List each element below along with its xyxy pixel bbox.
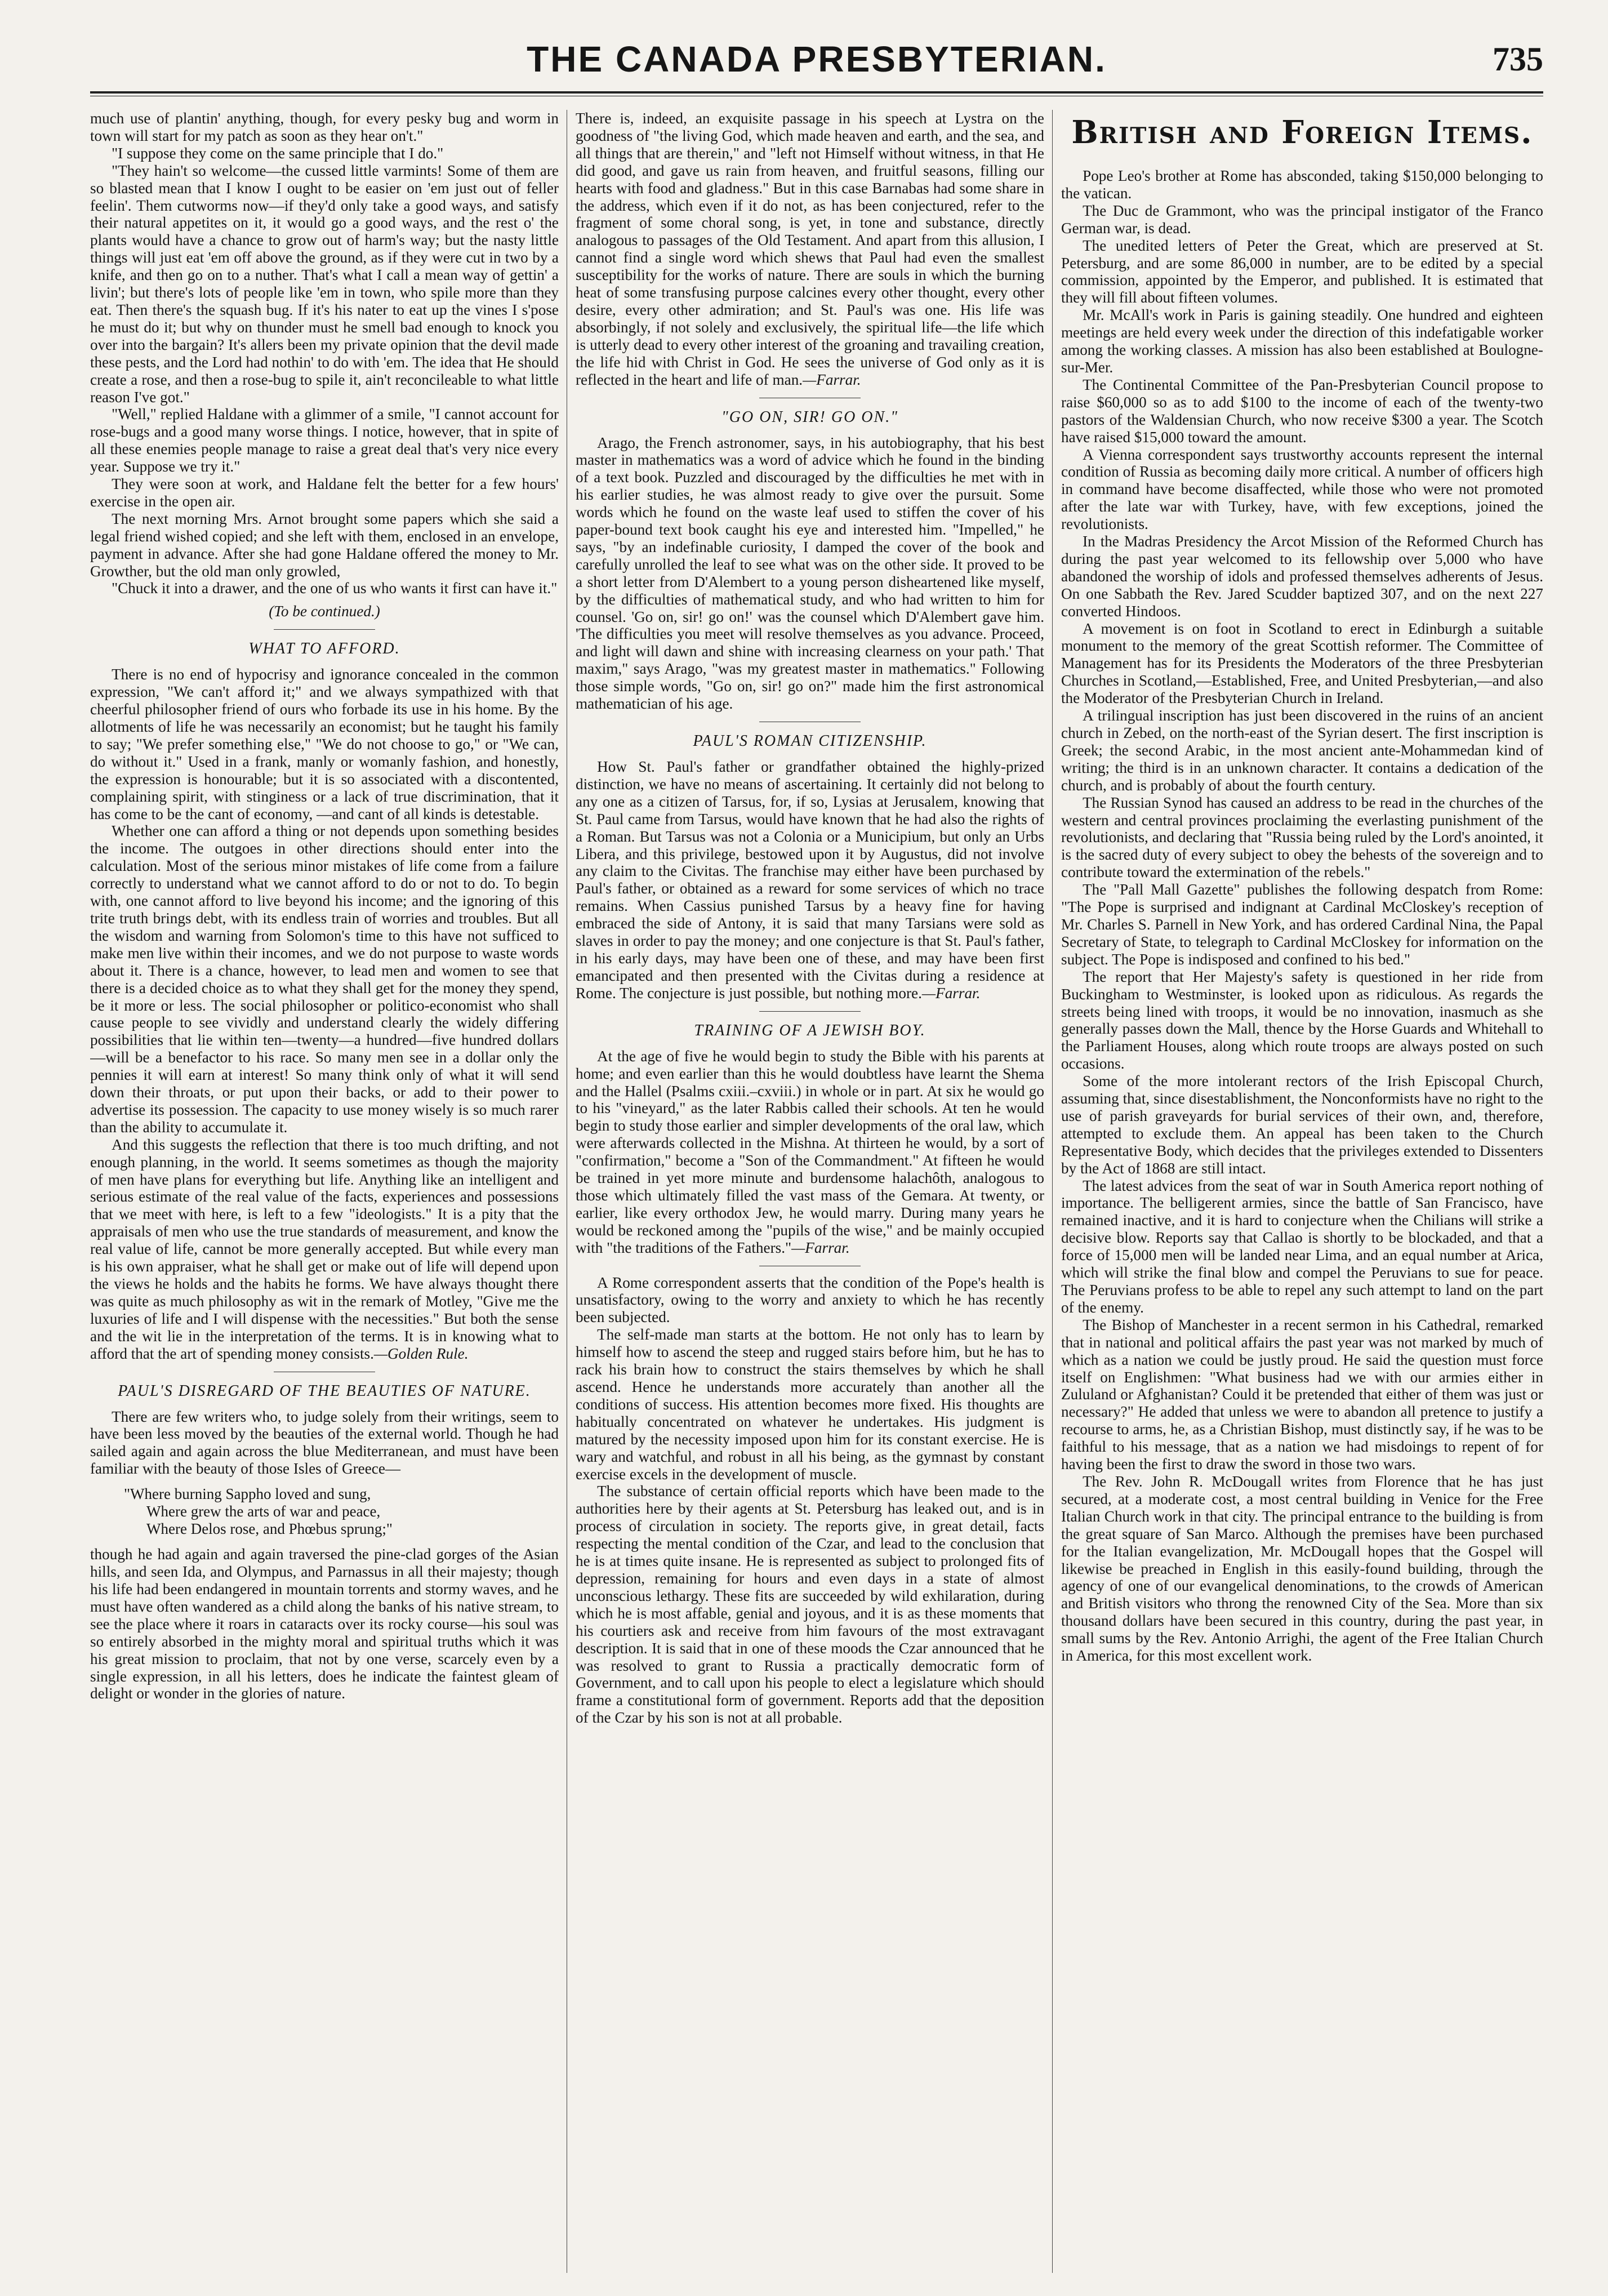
poem-line: "Where burning Sappho loved and sung,	[124, 1485, 371, 1503]
news-item: Some of the more intolerant rectors of the Irish Episcopal Church, assuming that, since disestablishment, the Nonconformists have no right to the use of parish graveyards for burial services of their own, and, therefore, attempted to exclude them. An appeal has been taken to the Church Representative Body, which decides that the privileges extended to Dissenters by the Act of 1868 are still intact.	[1061, 1073, 1543, 1177]
story-paragraph: The next morning Mrs. Arnot brought some papers which she said a legal friend wished copied; and she left with them, enclosed in an envelope, payment in advance. After she had gone Haldane offered the money to Mr. Growther, but the old man only growled,	[90, 510, 559, 580]
news-item: A Rome correspondent asserts that the condition of the Pope's health is unsatisfactory, owing to the worry and anxiety to which he has recently been subjected.	[576, 1274, 1044, 1326]
article-paragraph: There is no end of hypocrisy and ignorance concealed in the common expression, "We can't afford it;" and we always sympathized with that cheerful philosopher friend of ours who forbade its use in his home. By the allotments of life he was necessarily an economist; but he taught his family to say; "We prefer something else," "We do not choose to go," or "We can, do without it." Used in a frank, manly or womanly fashion, and honestly, the expression is honourable; but it is so associated with a discontented, complaining spirit, with stinginess or a lack of true discrimination, that it has come to be the cant of economy, —and cant of all kinds is detestable.	[90, 666, 559, 822]
article-heading-jewish-boy: TRAINING OF A JEWISH BOY.	[694, 1021, 926, 1039]
column-divider-2	[1052, 110, 1053, 2273]
publication-title: THE CANADA PRESBYTERIAN.	[527, 39, 1107, 79]
news-item: A movement is on foot in Scotland to erect in Edinburgh a suitable monument to the memory of the great Scottish reformer. The Committee of Management has for its Presidents the Moderators of the three Presbyterian Churches in Scotland,—Established, Free, and United Presbyterian,—and also the Moderator of the Presbyterian Church in Ireland.	[1061, 620, 1543, 707]
news-item: The self-made man starts at the bottom. He not only has to learn by himself how to ascend the steep and rugged stairs before him, but he has to rack his brain how to construct the stairs themselves by which he shall ascend. Hence he understands more accurately than another all the conditions of success. His attention becomes more fixed. His thoughts are habitually concentrated on whatever he undertakes. His judgment is matured by the necessity imposed upon him for its constant exercise. He is wary and watchful, and robust in all his being, as the gymnast by constant exercise excels in the development of muscle.	[576, 1326, 1044, 1483]
article-paragraph: There are few writers who, to judge solely from their writings, seem to have been less moved by the beauties of the external world. Though he had sailed again and again across the blue Mediterranean, and must have been familiar with the beauty of those Isles of Greece—	[90, 1408, 559, 1478]
article-text: At the age of five he would begin to study the Bible with his parents at home; and even earlier than this he would doubtless have learnt the Shema and the Hallel (Psalms cxiii.–cxviii.) in whole or in part. At six he would go to his "vineyard," as the later Rabbis called their schools. At ten he would begin to study those earlier and simpler developments of the oral law, which were afterwards collected in the Mishna. At thirteen he would, by a sort of "confirmation," become a "Son of the Commandment." At fifteen he would be trained in yet more minute and burdensome halachôth, analogous to those which ultimately filled the vast mass of the Gemara. At twenty, or earlier, like every orthodox Jew, he would marry. During many years he would be reckoned among the "pupils of the wise," and be mainly occupied with "the traditions of the Fathers."	[576, 1047, 1044, 1256]
news-item: The Continental Committee of the Pan-Presbyterian Council propose to raise $60,000 so as to add $100 to the income of each of the twenty-two pastors of the Waldensian Church, who now receive $300 a year. The Scotch have raised $15,000 toward the amount.	[1061, 376, 1543, 446]
page-number: 735	[1493, 41, 1543, 78]
story-paragraph: "They hain't so welcome—the cussed little varmints! Some of them are so blasted mean that I know I ought to be easier on 'em just out of feller feelin'. Them cutworms now—if they'd only take a good ways, and satisfy their natural appetites on it, it would go a good ways, and the rest o' the plants would have a chance to grow out of harm's way; but the nasty little things will just eat 'em off above the ground, as if they were cut in two by a knife, and then go on to a nuther. That's what I call a mean way of gettin' a livin'; but there's lots of people like 'em in town, who spile more than they eat. Then there's the squash bug. If it's his nater to eat up the vines I s'pose he must do it; but why on thunder must he smell bad enough to knock you over into the bargain? It's allers been my private opinion that the devil made these pests, and the Lord had nothin' to do with 'em. The idea that He should create a rose, and then a rose-bug to spile it, ain't reconcileable to what little reason I've got."	[90, 162, 559, 406]
news-item: Pope Leo's brother at Rome has absconded, taking $150,000 belonging to the vatican.	[1061, 167, 1543, 202]
column-2	[576, 110, 1044, 2273]
section-rule	[759, 1011, 861, 1012]
news-item: Mr. McAll's work in Paris is gaining steadily. One hundred and eighteen meetings are held every week under the direction of this indefatigable worker among the working classes. A mission has also been established at Boulogne-sur-Mer.	[1061, 306, 1543, 376]
news-item: The report that Her Majesty's safety is questioned in her ride from Buckingham to Westminster, is looked upon as ridiculous. As regards the streets being lined with troops, it would be no innovation, inasmuch as she generally passes down the Mall, thence by the Horse Guards and Whitehall to the Parliament Houses, along which route troops are always posted on such occasions.	[1061, 968, 1543, 1073]
story-paragraph: much use of plantin' anything, though, for every pesky bug and worm in town will start for my patch as soon as they hear on't."	[90, 110, 559, 144]
article-text: How St. Paul's father or grandfather obtained the highly-prized distinction, we have no means of ascertaining. It certainly did not belong to any one as a citizen of Tarsus, for, if so, Lysias at Jerusalem, knowing that St. Paul came from Tarsus, would have known that he had also the rights of a Roman. But Tarsus was not a Colonia or a Municipium, but only an Urbs Libera, and this privilege, bestowed upon it by Augustus, did not involve any claim to the Civitas. The franchise may either have been purchased by Paul's father, or obtained as a reward for some services of which no trace remains. When Cassius punished Tarsus by a heavy fine for having embraced the side of Antony, it is said that many Tarsians were sold as slaves in order to pay the money; and one conjecture is that St. Paul's father, in his early days, may have been one of these, and may have been first emancipated and then presented with the Civitas during a residence at Rome. The conjecture is just possible, but nothing more.	[576, 758, 1044, 1002]
story-paragraph: "Well," replied Haldane with a glimmer of a smile, "I cannot account for rose-bugs and a good many worse things. I notice, however, that in spite of all these enemies people manage to raise a great deal that's very nice every year. Suppose we try it."	[90, 406, 559, 475]
news-item: A Vienna correspondent says trustworthy accounts represent the internal condition of Russia as becoming daily more critical. A number of officers high in command have become disaffected, while those who were not promoted after the late war with Turkey, have, with few exceptions, joined the revolutionists.	[1061, 446, 1543, 533]
masthead	[90, 34, 1543, 84]
article-text: There is, indeed, an exquisite passage in his speech at Lystra on the goodness of "the living God, which made heaven and earth, and the sea, and all things that are therein," and "left not Himself without witness, in that He did good, and gave us rain from heaven, and fruitful seasons, filling our hearts with food and gladness." But in this case Barnabas had some share in the address, which even if it do not, as has been conjectured, refer to the fragment of some choral song, is yet, in tone and substance, directly analogous to passages of the Old Testament. And apart from this allusion, I cannot find a single word which shews that Paul had even the smallest susceptibility for the works of nature. There are souls in which the burning heat of some transfusing purpose calcines every other thought, every other desire, every other admiration; and St. Paul's was one. His life was absorbingly, if not solely and exclusively, the spiritual life—the life which is utterly dead to every other interest of the groaning and travailing creation, the life hid with Christ in God. He sees the universe of God only as it is reflected in the heart and life of man.	[576, 110, 1044, 388]
news-item: The substance of certain official reports which have been made to the authorities here by their agents at St. Petersburg has leaked out, and is in process of circulation in society. The reports give, in great detail, facts respecting the mental condition of the Czar, and lead to the conclusion that he is at times quite insane. He is represented as subject to prolonged fits of depression, remaining for hours and even days in a state of almost unconscious lethargy. These fits are succeeded by wild exhilaration, during which he is most affable, genial and joyous, and it is as these moments that his courtiers ask and receive from him favours of the most extravagant description. It is said that in one of these moods the Czar announced that he was resolved to grant to Russia a practically democratic form of Government, and to call upon his people to elect a legislature which should frame a constitutional form of government. Reports add that the deposition of the Czar by his son is not at all probable.	[576, 1483, 1044, 1727]
news-item: The Bishop of Manchester in a recent sermon in his Cathedral, remarked that in national and political affairs the past year was not marked by much of which as a nation we could be justly proud. He said the question must force itself on Englishmen: "What business had we with our armies either in Zululand or Afghanistan? Could it be pretended that either of them was just or necessary?" He added that unless we were to abandon all pretence to justify a recourse to arms, he, as a Christian Bishop, must distinctly say, if he was to be faithful to his message, that as a nation we had misdoings to repent of for having been the first to draw the sword in those two wars.	[1061, 1316, 1543, 1473]
news-item: The Russian Synod has caused an address to be read in the churches of the western and central provinces proclaiming the everlasting punishment of the revolutionists, and declaring that "Russia being ruled by the Lord's anointed, it is the sacred duty of every subject to obey the behests of the sovereign and to contribute toward the extermination of the rebels."	[1061, 794, 1543, 881]
poem-quote	[124, 1485, 559, 1538]
news-item: The unedited letters of Peter the Great, which are preserved at St. Petersburg, and are some 86,000 in number, are to be edited by a special commission, appointed by the Emperor, and published. It is estimated that they will fill about fifteen volumes.	[1061, 237, 1543, 306]
masthead-rule	[90, 91, 1543, 96]
news-item: The Rev. John R. McDougall writes from Florence that he has just secured, at a moderate cost, a most central building in Venice for the Free Italian Church work in that city. The principal entrance to the building is from the great square of San Marco. Although the premises have been purchased for the Italian evangelization, Mr. McDougall hopes that the Gospel will likewise be preached in English in this easily-found building, through the agency of one of our evangelical denominations, to the crowds of American and British visitors who throng the renowned City of the Sea. More than six thousand dollars have been secured in this country, during the past year, in small sums by the Rev. Antonio Arrighi, the agent of the Free Italian Church in America, for this most excellent work.	[1061, 1472, 1543, 1665]
article-paragraph	[90, 1136, 559, 1363]
article-text: And this suggests the reflection that there is too much drifting, and not enough planning, in the world. It seems sometimes as though the majority of men have plans for everything but life. Anything like an intelligent and serious estimate of the real value of the facts, experiences and possessions that we meet with here, is left to a few "ideologists." It is a pity that the appraisals of men who use the true standards of measurement, and know the real value of life, cannot be more generally accepted. But while every man is his own appraiser, what he shall get or make out of life will depend upon the views he holds and the habits he forms. We have always thought there was quite as much philosophy as wit in the remark of Motley, "Give me the luxuries of life and I will dispense with the necessities." But both the sense and the wit lie in the interpretation of the terms. It is in knowing what to afford that the art of spending money consists.	[90, 1136, 559, 1362]
news-item: A trilingual inscription has just been discovered in the ruins of an ancient church in Zebed, on the north-east of the Syrian desert. The first inscription is Greek; the second Arabic, in the most ancient ante-Mohammedan kind of writing; the third is in an unknown character. It contains a dedication of the church, and is probably of about the fourth century.	[1061, 707, 1543, 794]
section-heading-british-foreign-items: British and Foreign Items.	[1071, 114, 1533, 151]
article-paragraph	[576, 110, 1044, 389]
story-paragraph: They were soon at work, and Haldane felt the better for a few hours' exercise in the open air.	[90, 475, 559, 510]
article-paragraph	[576, 758, 1044, 1002]
poem-line: Where Delos rose, and Phœbus sprung;"	[146, 1520, 393, 1538]
story-paragraph: "I suppose they come on the same principle that I do."	[112, 144, 444, 162]
column-1	[90, 110, 559, 2273]
article-source: —Farrar.	[803, 371, 861, 388]
poem-line: Where grew the arts of war and peace,	[146, 1503, 381, 1520]
article-heading-pauls-disregard: PAUL'S DISREGARD OF THE BEAUTIES OF NATURE.	[118, 1382, 531, 1400]
news-item: In the Madras Presidency the Arcot Mission of the Reformed Church has during the past year welcomed to its fellowship over 5,000 who have abandoned the worship of idols and professed themselves adherents of Jesus. On one Sabbath the Rev. Jared Scudder baptized 307, and on the next 227 converted Hindoos.	[1061, 533, 1543, 620]
news-item: The latest advices from the seat of war in South America report nothing of importance. The belligerent armies, since the battle of San Francisco, have remained inactive, and it is hard to conjecture when the Chilians will strike a decisive blow. Reports say that Callao is shortly to be blockaded, and that a force of 15,000 men will be landed near Lima, and an equal number at Arica, which will strike the final blow and compel the Peruvians to sue for peace. The Peruvians profess to be able to repel any such attempt to land on the part of the enemy.	[1061, 1177, 1543, 1316]
article-paragraph: Arago, the French astronomer, says, in his autobiography, that his best master in mathematics was a word of advice which he found in the binding of a text book. Puzzled and discouraged by the difficulties he met with in his earlier studies, he was almost ready to give over the pursuit. Some words which he found on the waste leaf used to stiffen the cover of his paper-bound text book caught his eye and interested him. "Impelled," he says, "by an indefinable curiosity, I damped the cover of the book and carefully unrolled the leaf to see what was on the other side. It proved to be a short letter from D'Alembert to a young person disheartened like myself, by the difficulties of mathematical study, and who had written to him for counsel. 'Go on, sir! go on!' was the counsel which D'Alembert gave him. 'The difficulties you meet will resolve themselves as you advance. Proceed, and light will dawn and shine with increasing clearness on your path.' That maxim," says Arago, "was my greatest master in mathematics." Following those simple words, "Go on, sir! go on?" made him the first astronomical mathematician of his age.	[576, 434, 1044, 713]
column-3	[1061, 110, 1543, 2273]
news-item: The "Pall Mall Gazette" publishes the following despatch from Rome: "The Pope is surprised and indignant at Cardinal McCloskey's reception of Mr. Charles S. Parnell in New York, and has ordered Cardinal Nina, the Papal Secretary of State, to telegraph to Cardinal McCloskey for information on the subject. The Pope is indisposed and confined to his bed."	[1061, 881, 1543, 968]
article-source: —Farrar.	[921, 984, 981, 1002]
article-paragraph	[576, 1048, 1044, 1257]
section-rule	[274, 629, 375, 630]
article-source: —Farrar.	[791, 1239, 850, 1256]
article-paragraph: Whether one can afford a thing or not depends upon something besides the income. The outgoes in other directions should enter into the calculation. Most of the serious minor mistakes of life come from a failure correctly to understand what we cannot afford to do or not to do. To begin with, one cannot afford to live beyond his income; and the ignoring of this trite truth brings debt, with its endless train of worries and troubles. But all the wisdom and warning from Solomon's time to this have not sufficed to make men live within their incomes, and we do not purpose to waste words about it. There is a chance, however, to lead men and women to see that there is a decided choice as to what they shall get for the money they spend, be it more or less. The social philosopher or politico-economist who shall cause people to see vividly and understand clearly the widely differing possibilities that lie within ten—twenty—a hundred—five hundred dollars—will be a benefactor to his race. So many men see in a dollar only the pennies it will earn at interest! So many think only of what it will send down their throats, or put upon their backs, or add to their power to advertise its possession. The capacity to use money wisely is so much rarer than the ability to accumulate it.	[90, 822, 559, 1136]
article-paragraph: though he had again and again traversed the pine-clad gorges of the Asian hills, and seen Ida, and Olympus, and Parnassus in all their majesty; though his life had been endangered in mountain torrents and stormy waves, and he must have often wandered as a child along the banks of his native stream, to see the place where it roars in cataracts over its rocky course—his soul was so entirely absorbed in the mighty moral and spiritual truths which it was his great mission to proclaim, that not by one verse, scarcely even by a single expression, in all his letters, does he indicate the faintest gleam of delight or wonder in the glories of nature.	[90, 1546, 559, 1702]
article-source: —Golden Rule.	[373, 1345, 469, 1362]
news-item: The Duc de Grammont, who was the principal instigator of the Franco German war, is dead.	[1061, 202, 1543, 237]
article-heading-go-on: "GO ON, SIR! GO ON."	[721, 408, 898, 426]
to-be-continued: (To be continued.)	[269, 603, 380, 620]
story-paragraph: "Chuck it into a drawer, and the one of us who wants it first can have it."	[112, 580, 558, 597]
article-heading-roman-citizenship: PAUL'S ROMAN CITIZENSHIP.	[693, 732, 927, 750]
article-heading-what-to-afford: WHAT TO AFFORD.	[248, 640, 400, 658]
